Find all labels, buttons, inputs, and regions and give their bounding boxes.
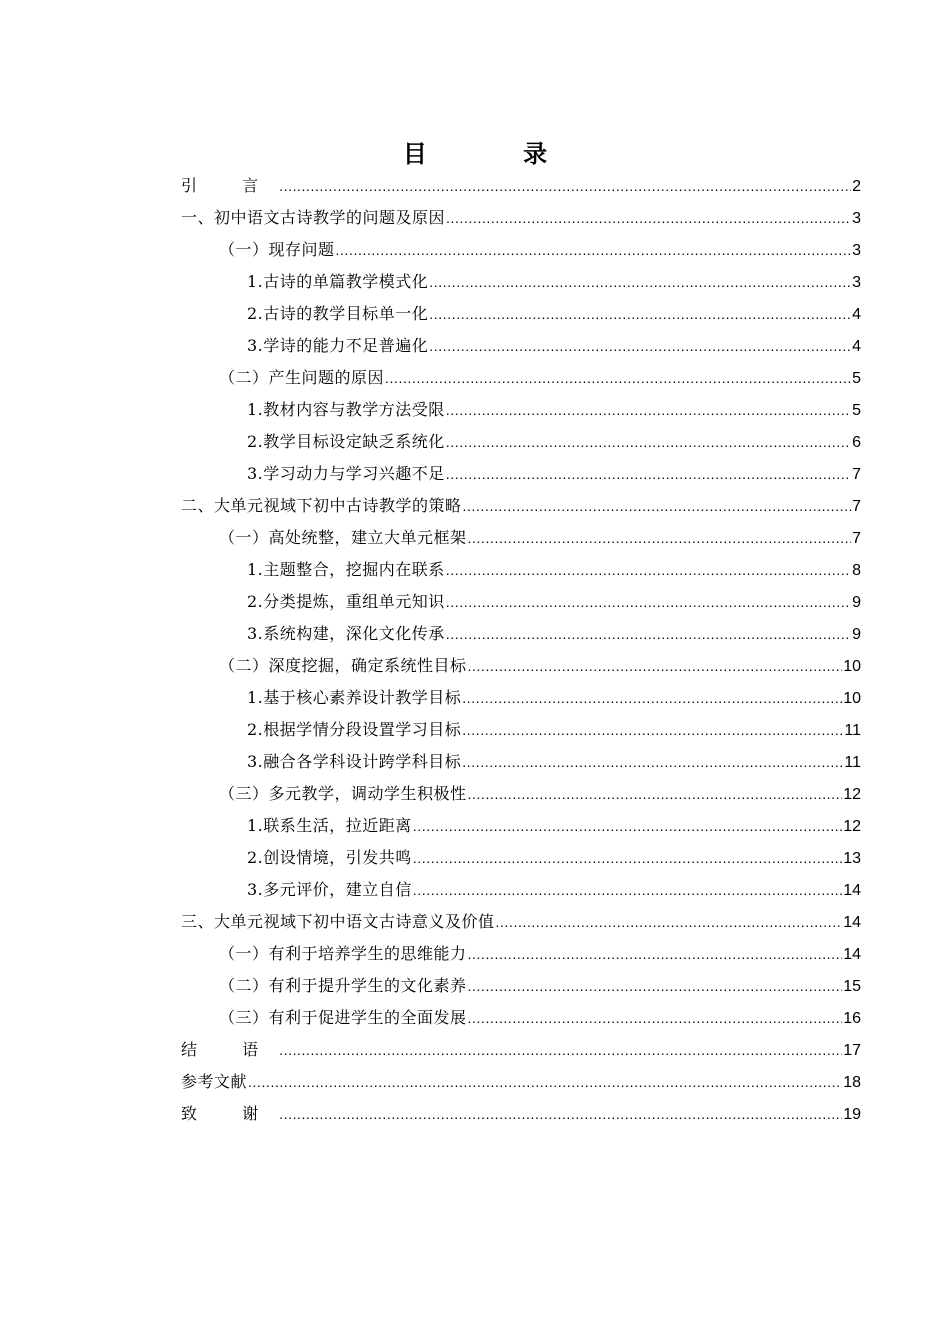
toc-leader-dots bbox=[413, 810, 842, 842]
toc-entry[interactable] bbox=[181, 394, 861, 426]
toc-entry-page: 13 bbox=[843, 850, 861, 867]
toc-entry-page: 3 bbox=[852, 274, 861, 291]
toc-leader-dots bbox=[279, 1034, 842, 1066]
toc-entry-text: 1.教材内容与教学方法受限 bbox=[247, 400, 445, 419]
toc-entry[interactable] bbox=[181, 202, 861, 234]
toc-entry-page: 14 bbox=[843, 882, 861, 899]
toc-entry[interactable] bbox=[181, 170, 861, 202]
toc-entry[interactable] bbox=[181, 842, 861, 874]
toc-entry-page: 16 bbox=[843, 1010, 861, 1027]
toc-entry-text: 1.古诗的单篇教学模式化 bbox=[247, 272, 429, 291]
toc-leader-dots bbox=[468, 970, 843, 1002]
toc-entry-text: 三、大单元视域下初中语文古诗意义及价值 bbox=[181, 912, 495, 931]
toc-leader-dots bbox=[446, 554, 851, 586]
toc-entry[interactable] bbox=[181, 426, 861, 458]
toc-entry-page: 12 bbox=[843, 786, 861, 803]
toc-entry-page: 14 bbox=[843, 914, 861, 931]
toc-entry-text: 2.分类提炼，重组单元知识 bbox=[247, 592, 445, 611]
toc-entry-page: 17 bbox=[843, 1042, 861, 1059]
toc-leader-dots bbox=[446, 202, 851, 234]
toc-leader-dots bbox=[385, 362, 851, 394]
toc-entry[interactable] bbox=[181, 650, 861, 682]
toc-leader-dots bbox=[446, 426, 851, 458]
toc-entry-page: 12 bbox=[843, 818, 861, 835]
toc-entry[interactable] bbox=[181, 266, 861, 298]
toc-entry-page: 19 bbox=[843, 1106, 861, 1123]
toc-entry-page: 7 bbox=[852, 466, 861, 483]
toc-entry[interactable] bbox=[181, 810, 861, 842]
toc-entry-text: （三）有利于促进学生的全面发展 bbox=[219, 1008, 467, 1027]
toc-entry[interactable] bbox=[181, 618, 861, 650]
toc-leader-dots bbox=[446, 458, 851, 490]
toc-leader-dots bbox=[462, 682, 842, 714]
toc-entry-page: 5 bbox=[852, 402, 861, 419]
toc-leader-dots bbox=[279, 170, 851, 202]
toc-entry-text: （二）有利于提升学生的文化素养 bbox=[219, 976, 467, 995]
toc-entry-page: 3 bbox=[852, 242, 861, 259]
toc-entry-page: 2 bbox=[852, 178, 861, 195]
toc-entry[interactable] bbox=[181, 490, 861, 522]
toc-entry-text: 2.古诗的教学目标单一化 bbox=[247, 304, 429, 323]
toc-entry-text: 结 语 bbox=[181, 1040, 279, 1059]
toc-leader-dots bbox=[429, 330, 851, 362]
toc-entry[interactable] bbox=[181, 458, 861, 490]
toc-entry-text: （三）多元教学，调动学生积极性 bbox=[219, 784, 467, 803]
toc-leader-dots bbox=[463, 490, 852, 522]
toc-entry[interactable] bbox=[181, 298, 861, 330]
toc-leader-dots bbox=[468, 1002, 843, 1034]
toc-entry-page: 15 bbox=[843, 978, 861, 995]
toc-leader-dots bbox=[446, 618, 851, 650]
toc-entry-page: 4 bbox=[852, 306, 861, 323]
toc-leader-dots bbox=[336, 234, 852, 266]
toc-leader-dots bbox=[248, 1066, 842, 1098]
toc-leader-dots bbox=[413, 842, 842, 874]
toc-entry-page: 7 bbox=[852, 498, 861, 515]
toc-entry[interactable] bbox=[181, 1002, 861, 1034]
toc-entry-text: 3.系统构建，深化文化传承 bbox=[247, 624, 445, 643]
toc-entry-page: 9 bbox=[852, 594, 861, 611]
toc-entry-text: 参考文献 bbox=[181, 1072, 248, 1091]
table-of-contents bbox=[181, 170, 861, 1130]
toc-leader-dots bbox=[468, 938, 843, 970]
toc-entry-page: 10 bbox=[843, 690, 861, 707]
toc-entry-page: 14 bbox=[843, 946, 861, 963]
toc-leader-dots bbox=[429, 266, 851, 298]
toc-entry-text: 2.根据学情分段设置学习目标 bbox=[247, 720, 462, 739]
toc-entry-text: 3.学诗的能力不足普遍化 bbox=[247, 336, 429, 355]
toc-entry[interactable] bbox=[181, 330, 861, 362]
toc-leader-dots bbox=[468, 778, 843, 810]
toc-entry-page: 18 bbox=[843, 1074, 861, 1091]
toc-entry[interactable] bbox=[181, 522, 861, 554]
toc-leader-dots bbox=[279, 1098, 842, 1130]
toc-leader-dots bbox=[496, 906, 843, 938]
toc-entry[interactable] bbox=[181, 970, 861, 1002]
toc-entry-text: （二）产生问题的原因 bbox=[219, 368, 385, 387]
toc-leader-dots bbox=[429, 298, 851, 330]
toc-entry[interactable] bbox=[181, 682, 861, 714]
toc-entry-text: （一）高处统整，建立大单元框架 bbox=[219, 528, 467, 547]
toc-entry-text: 2.创设情境，引发共鸣 bbox=[247, 848, 412, 867]
toc-entry-text: 一、初中语文古诗教学的问题及原因 bbox=[181, 208, 446, 227]
toc-entry[interactable] bbox=[181, 1034, 861, 1066]
toc-entry-page: 5 bbox=[852, 370, 861, 387]
toc-entry-text: 1.联系生活，拉近距离 bbox=[247, 816, 412, 835]
toc-entry-page: 6 bbox=[852, 434, 861, 451]
toc-entry[interactable] bbox=[181, 1098, 861, 1130]
toc-entry[interactable] bbox=[181, 874, 861, 906]
toc-entry[interactable] bbox=[181, 746, 861, 778]
toc-entry-text: （一）现存问题 bbox=[219, 240, 335, 259]
toc-title: 目 录 bbox=[402, 140, 592, 168]
toc-entry-page: 7 bbox=[852, 530, 861, 547]
toc-entry-text: 3.融合各学科设计跨学科目标 bbox=[247, 752, 462, 771]
toc-leader-dots bbox=[468, 522, 852, 554]
toc-entry-page: 3 bbox=[852, 210, 861, 227]
toc-entry[interactable] bbox=[181, 938, 861, 970]
toc-leader-dots bbox=[462, 714, 843, 746]
toc-entry[interactable] bbox=[181, 234, 861, 266]
toc-leader-dots bbox=[446, 586, 851, 618]
toc-entry[interactable] bbox=[181, 586, 861, 618]
toc-entry[interactable] bbox=[181, 906, 861, 938]
toc-entry-text: 1.基于核心素养设计教学目标 bbox=[247, 688, 462, 707]
toc-entry-text: （一）有利于培养学生的思维能力 bbox=[219, 944, 467, 963]
toc-entry[interactable] bbox=[181, 714, 861, 746]
toc-leader-dots bbox=[446, 394, 851, 426]
toc-leader-dots bbox=[462, 746, 843, 778]
toc-entry-text: 引 言 bbox=[181, 176, 279, 195]
toc-entry-page: 4 bbox=[852, 338, 861, 355]
toc-entry[interactable] bbox=[181, 778, 861, 810]
toc-entry-text: 3.多元评价，建立自信 bbox=[247, 880, 412, 899]
toc-entry[interactable] bbox=[181, 554, 861, 586]
toc-leader-dots bbox=[413, 874, 842, 906]
toc-entry-text: 二、大单元视域下初中古诗教学的策略 bbox=[181, 496, 462, 515]
toc-entry-page: 11 bbox=[844, 754, 861, 771]
toc-entry-text: 1.主题整合，挖掘内在联系 bbox=[247, 560, 445, 579]
toc-entry[interactable] bbox=[181, 1066, 861, 1098]
toc-entry-text: （二）深度挖掘，确定系统性目标 bbox=[219, 656, 467, 675]
toc-entry-text: 2.教学目标设定缺乏系统化 bbox=[247, 432, 445, 451]
toc-entry-page: 11 bbox=[844, 722, 861, 739]
toc-entry-page: 10 bbox=[843, 658, 861, 675]
toc-leader-dots bbox=[468, 650, 843, 682]
toc-entry[interactable] bbox=[181, 362, 861, 394]
toc-entry-page: 8 bbox=[852, 562, 861, 579]
toc-entry-text: 致 谢 bbox=[181, 1104, 279, 1123]
toc-entry-text: 3.学习动力与学习兴趣不足 bbox=[247, 464, 445, 483]
toc-entry-page: 9 bbox=[852, 626, 861, 643]
